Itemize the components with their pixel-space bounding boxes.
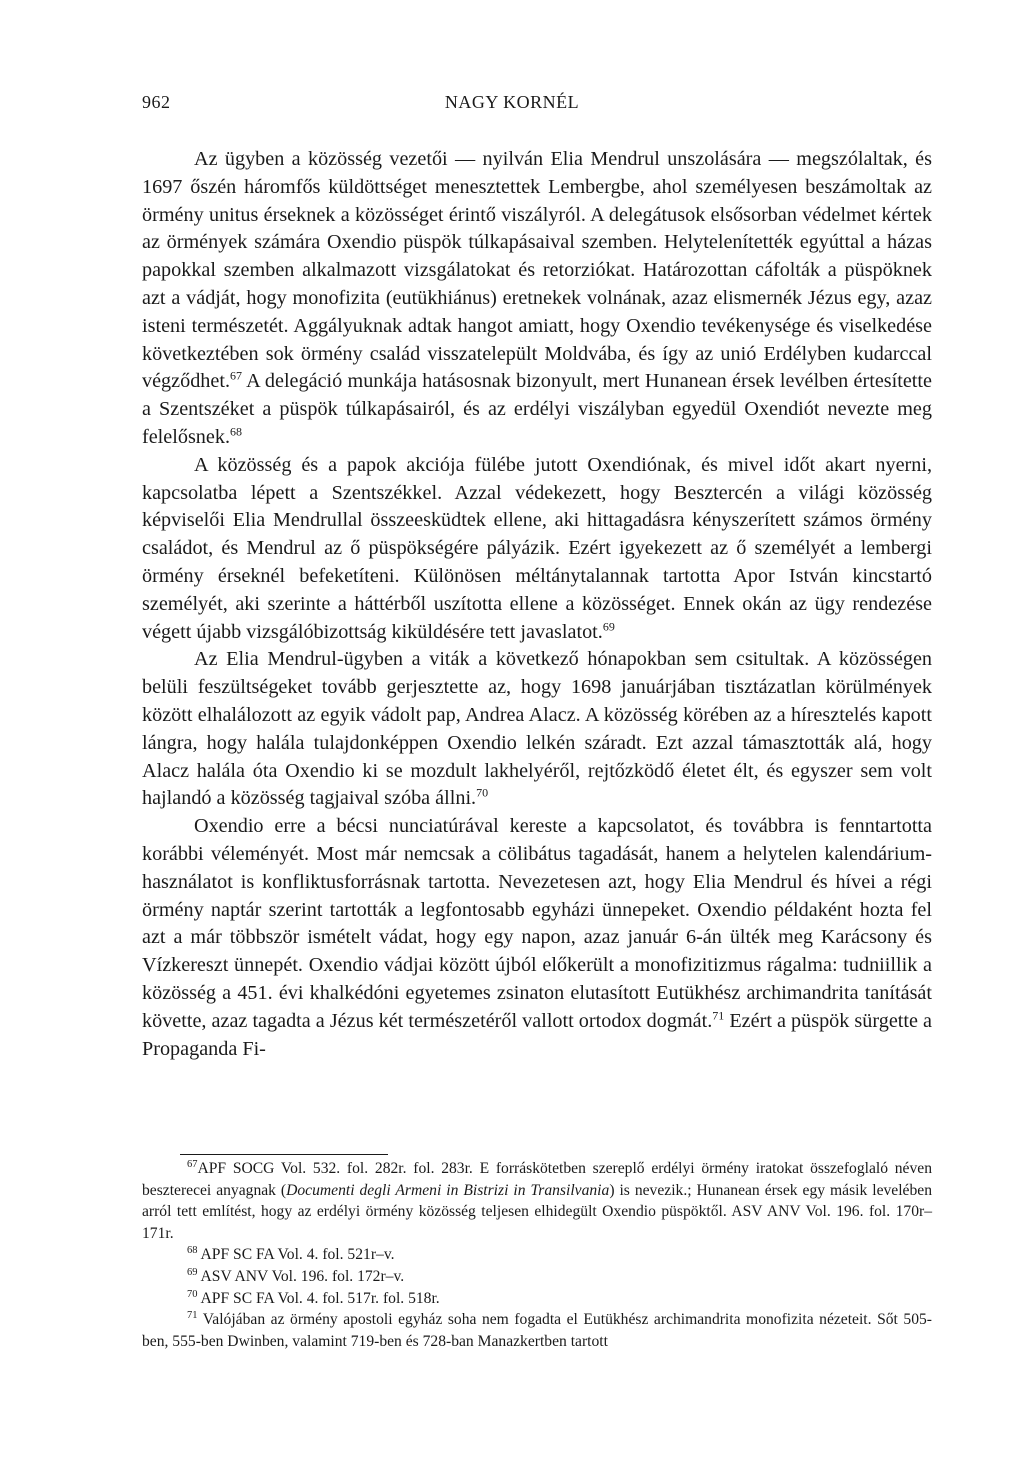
- text-run: ASV ANV Vol. 196. fol. 172r–v.: [197, 1267, 405, 1285]
- body-paragraph: [142, 646, 932, 813]
- text-run: APF SC FA Vol. 4. fol. 521r–v.: [197, 1246, 395, 1264]
- footnote-marker: 68: [187, 1245, 198, 1257]
- footnote-marker: 69: [602, 618, 615, 633]
- text-run: Oxendio erre a bécsi nunciatúrával kereste a kapcsolatot, és továbbra is fenntartotta korábbi véleményét. Most már nemcsak a cölibátus tagadását, hanem a helytelen kalendárium-használatot is konfliktusforrásnak tartotta. Nevezetesen azt, hogy Elia Mendrul és hívei a régi örmény naptár szerint tartották a legfontosabb egyházi ünnepeket. Oxendio példaként hozta fel azt a már többször ismételt vádat, hogy egy napon, azaz január 6-án ülték meg Karácsony és Vízkereszt ünnepét. Oxendio vádjai között újból előkerült a monofizitizmus rágalma: tudniillik a közösség a 451. évi khalkédóni egyetemes zsinaton elutasított Eutükhész archimandrita tanítását követte, azaz tagadta a Jézus két természetéről vallott ortodox dogmát.: [142, 815, 932, 1032]
- footnote-marker: 70: [187, 1288, 198, 1300]
- body-paragraph: [142, 452, 932, 647]
- italic-title: Documenti degli Armeni in Bistrizi in Transilvania: [286, 1181, 610, 1199]
- footnote: [142, 1309, 932, 1352]
- text-run: Az Elia Mendrul-ügyben a viták a következő hónapokban sem csitultak. A közösségen belüli feszültségeket tovább gerjesztette az, hogy 1698 januárjában tisztázatlan körülmények között elhalálozott az egyik vádolt pap, Andrea Alacz. A közösség körében az a híresztelés kapott lángra, hogy halála tulajdonképpen Oxendio lelkén száradt. Ezt azzal támasztották alá, hogy Alacz halála óta Oxendio ki se mozdult lakhelyéről, rejtőzködő életet élt, és egyszer sem volt hajlandó a közösség tagjaival szóba állni.: [142, 648, 932, 810]
- body-text: [142, 146, 932, 1063]
- text-run: Ezért a püspök sürgette a Propaganda Fi-: [142, 1009, 932, 1060]
- running-head: [0, 92, 1024, 118]
- footnote-marker: 69: [187, 1266, 198, 1278]
- footnote-marker: 68: [230, 424, 243, 439]
- text-run: Valójában az örmény apostoli egyház soha nem fogadta el Eutükhész archimandrita monofizita nézeteit. Sőt 505-ben, 555-ben Dwinben, valamint 719-ben és 728-ban Manazkertben tartott: [142, 1311, 932, 1350]
- text-run: APF SOCG Vol. 532. fol. 282r. fol. 283r. E forráskötetben szereplő erdélyi örmény iratokat összefoglaló néven beszterecei anyagnak (: [142, 1160, 932, 1199]
- body-paragraph: [142, 146, 932, 452]
- text-run: APF SC FA Vol. 4. fol. 517r. fol. 518r.: [197, 1289, 440, 1307]
- footnote: [142, 1266, 932, 1288]
- text-run: A delegáció munkája hatásosnak bizonyult, mert Hunanean érsek levélben értesítette a Szentszéket a püspök túlkapásairól, és az erdélyi viszályban egyedül Oxendiót nevezte meg felelősnek.: [142, 370, 932, 448]
- footnote: [142, 1288, 932, 1310]
- running-title: NAGY KORNÉL: [444, 92, 580, 112]
- page-number: 962: [142, 92, 171, 112]
- text-run: ) is nevezik.; Hunanean érsek egy másik levelében arról tett említést, hogy az erdélyi örmény közösség teljesen elhidegült Oxendio püspöktől. ASV ANV Vol. 196. fol. 170r–171r.: [142, 1181, 932, 1242]
- footnote-marker: 71: [712, 1007, 725, 1022]
- footnote-marker: 67: [230, 368, 243, 383]
- footnote-marker: 67: [187, 1158, 198, 1170]
- footnote-marker: 70: [476, 785, 489, 800]
- footnotes: [142, 1158, 932, 1352]
- footnote: [142, 1158, 932, 1244]
- text-run: Az ügyben a közösség vezetői — nyilván Elia Mendrul unszolására — megszólaltak, és 1697 őszén háromfős küldöttséget menesztettek Lembergbe, ahol személyesen beszámoltak az örmény unitus érseknek a közösséget érintő viszályról. A delegátusok elsősorban védelmet kértek az örmények számára Oxendio püspök túlkapásaival szemben. Helytelenítették egyúttal a házas papokkal szemben alkalmazott vizsgálatokat és retorziókat. Határozottan cáfolták a püspöknek azt a vádját, hogy monofizita (eutükhiánus) eretnekek volnának, azaz elismernék Jézus egy, azaz isteni természetét. Aggályuknak adtak hangot amiatt, hogy Oxendio tevékenysége és viselkedése következtében sok örmény család visszatelepült Moldvába, és így az unió Erdélyben kudarccal végződhet.: [142, 148, 932, 393]
- footnote-divider: [180, 1154, 388, 1155]
- footnote-marker: 71: [187, 1309, 198, 1321]
- text-run: A közösség és a papok akciója fülébe jutott Oxendiónak, és mivel időt akart nyerni, kapcsolatba lépett a Szentszékkel. Azzal védekezett, hogy Besztercén a világi közösség képviselői Elia Mendrullal összeesküdtek ellene, aki hittagadásra kényszerített számos örmény családot, és Mendrul az ő püspökségére pályázik. Ezért igyekezett az ő személyét a lembergi örmény érseknél befeketíteni. Különösen méltánytalannak tartotta Apor István kincstartó személyét, aki szerinte a háttérből uszította ellene a közösséget. Ennek okán az ügy rendezése végett újabb vizsgálóbizottság kiküldésére tett javaslatot.: [142, 453, 932, 643]
- body-paragraph: [142, 813, 932, 1063]
- footnote: [142, 1244, 932, 1266]
